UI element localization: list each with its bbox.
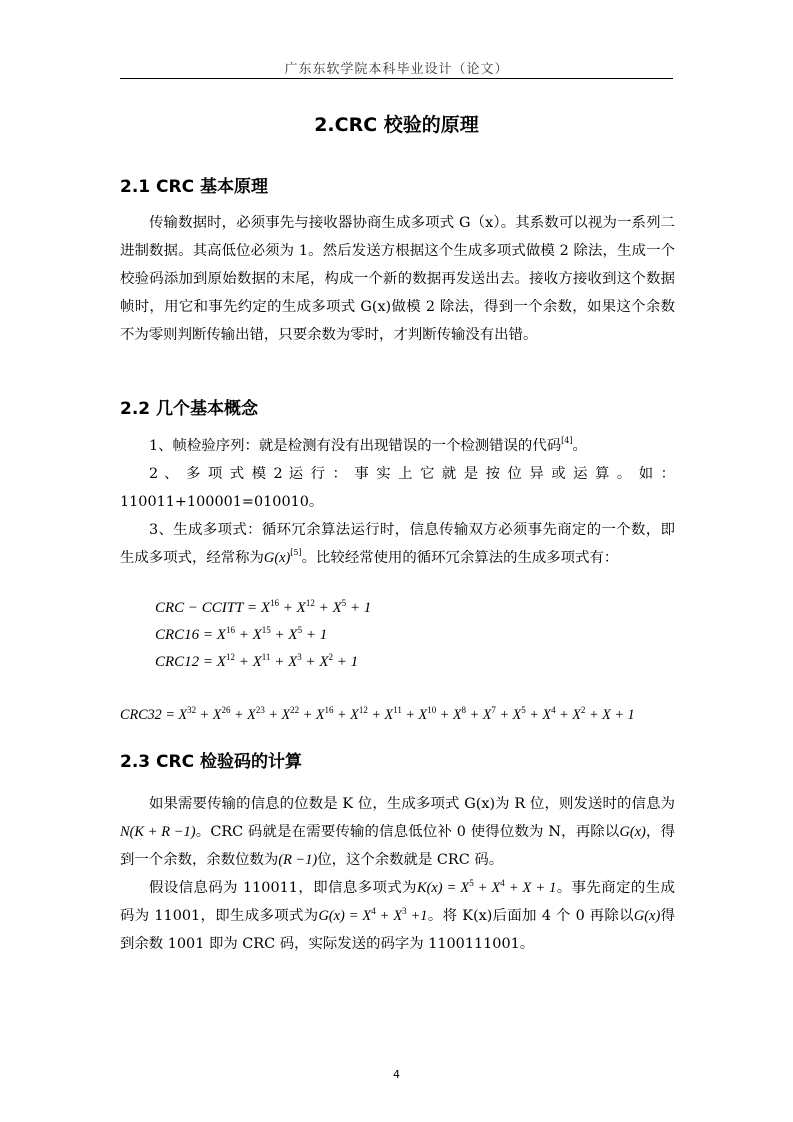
- formula-crc16: [155, 627, 327, 644]
- formula-crc32: [120, 707, 635, 724]
- p2-text-c: 。将 K(x)后面加 4 个 0 再除以: [427, 908, 634, 924]
- p2-gx: G(x): [633, 908, 661, 924]
- formula-terms: [217, 627, 327, 643]
- term-exponent: 12: [358, 705, 368, 715]
- plus-sign: +: [333, 654, 351, 670]
- section-2-3-paragraph-2: [120, 874, 675, 958]
- formula-lhs: CRC12 =: [155, 654, 217, 670]
- item3-gx: G(x): [263, 550, 291, 566]
- plus-sign: +: [495, 707, 513, 723]
- term-exponent: 5: [297, 625, 303, 635]
- term-base: X: [418, 707, 428, 723]
- gx-lhs: G(x) = X: [318, 908, 372, 924]
- plus-sign: +: [585, 707, 603, 723]
- concept-item-2: 2 、 多 项 式 模 2 运 行 ： 事 实 上 它 就 是 按 位 异 或 运 算 。 如 ：: [149, 466, 675, 482]
- p2-gx-formula: $G(x) = X^4 + X^3 +1$: [318, 906, 428, 924]
- citation-5: [5]: [290, 548, 302, 557]
- term-base: X: [350, 707, 359, 723]
- p2-text-a: 假设信息码为 110011，即信息多项式为: [149, 880, 418, 896]
- plus-sign: +: [314, 600, 333, 616]
- formula-lhs: CRC16 =: [155, 627, 217, 643]
- term-exponent: 32: [187, 705, 197, 715]
- p2-text-b: 。事先商定的生成码为 11001，即生成多项式为: [120, 880, 675, 924]
- term-base: X: [315, 707, 325, 723]
- formula-lhs: CRC32 =: [120, 707, 179, 723]
- term-base: X: [252, 627, 262, 643]
- term-exponent: 12: [225, 652, 235, 662]
- term-base: X: [542, 707, 552, 723]
- term-exponent: 12: [305, 598, 315, 608]
- p1-gx: G(x): [619, 824, 646, 840]
- term-exponent: 2: [328, 652, 334, 662]
- concept-item-2-example: 110011+100001=010010。: [120, 494, 324, 510]
- term-base: X: [252, 654, 262, 670]
- term-base: X: [212, 707, 222, 723]
- page-number: 4: [393, 1068, 400, 1081]
- formula-crc12: [155, 654, 358, 671]
- term-base: X: [512, 707, 522, 723]
- plus-sign: +: [301, 654, 320, 670]
- plus-sign: +: [279, 600, 297, 616]
- section-2-3-title: 2.3 CRC 检验码的计算: [120, 752, 302, 772]
- term-base: X: [602, 707, 611, 723]
- p1-text-c: ，得到一个余数，余数位数为: [120, 824, 675, 868]
- term-base: X: [216, 627, 226, 643]
- section-2-1-paragraph: 传输数据时，必须事先与接收器协商生成多项式 G（x）。其系数可以视为一系列二进制数据。其高低位必须为 1。然后发送方根据这个生成多项式做模 2 除法，生成一个校验码添加到原始数据的末尾，构成一个新的数据再发送出去。接收方接收到这个数据帧时，用它和事先约定的生成多项式 G(x)做模 2 除法，得到一个余数，如果这个余数不为零则判断传输出错，只要余数为零时，才判断传输没有出错。: [120, 215, 675, 343]
- term-base: X: [260, 600, 271, 616]
- formula-terms: [217, 654, 358, 670]
- term-exponent: 16: [225, 625, 235, 635]
- term-exponent: 7: [491, 705, 496, 715]
- plus-sign: +: [610, 707, 628, 723]
- running-header: 广东东软学院本科毕业设计（论文）: [284, 62, 509, 77]
- term-exponent: 4: [551, 705, 556, 715]
- item1-end: 。: [572, 438, 587, 454]
- term-base: 1: [319, 627, 328, 643]
- term-base: X: [384, 707, 394, 723]
- header-rule: [120, 78, 673, 79]
- concept-item-3: [120, 516, 675, 572]
- item3-text-a: 3、生成多项式：循环冗余算法运行时，信息传输双方必须事先商定的一个数，即生成多项式，经常称为: [120, 522, 675, 566]
- plus-sign: +: [230, 707, 248, 723]
- term-base: X: [247, 707, 256, 723]
- plus-sign: +: [302, 627, 320, 643]
- plus-sign: +: [555, 707, 573, 723]
- gx-rest: +1: [410, 908, 428, 924]
- plus-sign: +: [270, 627, 289, 643]
- term-base: X: [288, 627, 298, 643]
- plus-sign: +: [196, 707, 213, 723]
- term-base: X: [482, 707, 492, 723]
- section-2-3-paragraph-1: [120, 790, 675, 874]
- term-base: X: [572, 707, 581, 723]
- p1-text-d: 位，这个余数就是 CRC 码。: [317, 852, 504, 868]
- formula-lhs: CRC − CCITT =: [155, 600, 261, 616]
- term-base: 1: [350, 654, 359, 670]
- term-exponent: 5: [521, 705, 526, 715]
- plus-sign: +: [367, 707, 385, 723]
- term-exponent: 5: [341, 598, 347, 608]
- term-exponent: 16: [324, 705, 334, 715]
- plus-sign: +: [525, 707, 543, 723]
- p1-n-expr: N(K + R −1): [120, 824, 196, 840]
- plus-sign: +: [299, 707, 316, 723]
- p2-text-d: 得到余数 1001 即为 CRC 码，实际发送的码字为 1100111001。: [120, 908, 675, 952]
- plus-sign: +: [466, 707, 483, 723]
- term-base: X: [281, 707, 291, 723]
- formula-terms: [178, 707, 634, 723]
- term-exponent: 16: [270, 598, 280, 608]
- plus-sign: +: [346, 600, 364, 616]
- plus-sign: +: [234, 627, 253, 643]
- term-exponent: 22: [290, 705, 300, 715]
- term-exponent: 15: [261, 625, 271, 635]
- p2-kx-formula: $K(x) = X^5 + X^4 + X + 1$: [417, 878, 557, 896]
- term-base: X: [296, 600, 306, 616]
- section-2-2-title: 2.2 几个基本概念: [120, 399, 259, 419]
- plus-sign: +: [270, 654, 289, 670]
- plus-sign: +: [333, 707, 351, 723]
- term-exponent: 11: [261, 652, 271, 662]
- chapter-title: 2.CRC 校验的原理: [314, 114, 479, 136]
- term-base: X: [216, 654, 226, 670]
- plus-sign: +: [234, 654, 253, 670]
- term-base: X: [332, 600, 342, 616]
- term-exponent: 8: [461, 705, 467, 715]
- p1-text-a: 如果需要传输的信息的位数是 K 位，生成多项式 G(x)为 R 位，则发送时的信息为: [149, 796, 675, 812]
- term-exponent: 11: [393, 705, 402, 715]
- plus-sign: +: [264, 707, 282, 723]
- plus-sign: +: [401, 707, 419, 723]
- term-exponent: 2: [580, 705, 586, 715]
- citation-4: [4]: [561, 436, 573, 445]
- section-2-1-title: 2.1 CRC 基本原理: [120, 177, 268, 197]
- term-base: X: [178, 707, 188, 723]
- kx-lhs: K(x) = X: [417, 880, 470, 896]
- item3-text-b: 。比较经常使用的循环冗余算法的生成多项式有：: [301, 550, 619, 566]
- term-exponent: 26: [221, 705, 231, 715]
- item1-text: 1、帧检验序列：就是检测有没有出现错误的一个检测错误的代码: [149, 438, 562, 454]
- p1-r-expr: (R −1): [278, 852, 318, 868]
- p1-text-b: 。CRC 码就是在需要传输的信息低位补 0 使得位数为 N，再除以: [195, 824, 620, 840]
- term-base: X: [319, 654, 329, 670]
- term-base: X: [452, 707, 462, 723]
- kx-rest: + X + 1: [508, 880, 557, 896]
- term-base: 1: [627, 707, 635, 723]
- formula-crc-ccitt: [155, 600, 371, 617]
- concept-item-1: [120, 432, 675, 460]
- term-base: X: [288, 654, 298, 670]
- formula-terms: [261, 600, 371, 616]
- term-exponent: 3: [297, 652, 302, 662]
- plus-sign: +: [436, 707, 453, 723]
- term-exponent: 10: [427, 705, 437, 715]
- term-base: 1: [363, 600, 372, 616]
- term-exponent: 23: [255, 705, 265, 715]
